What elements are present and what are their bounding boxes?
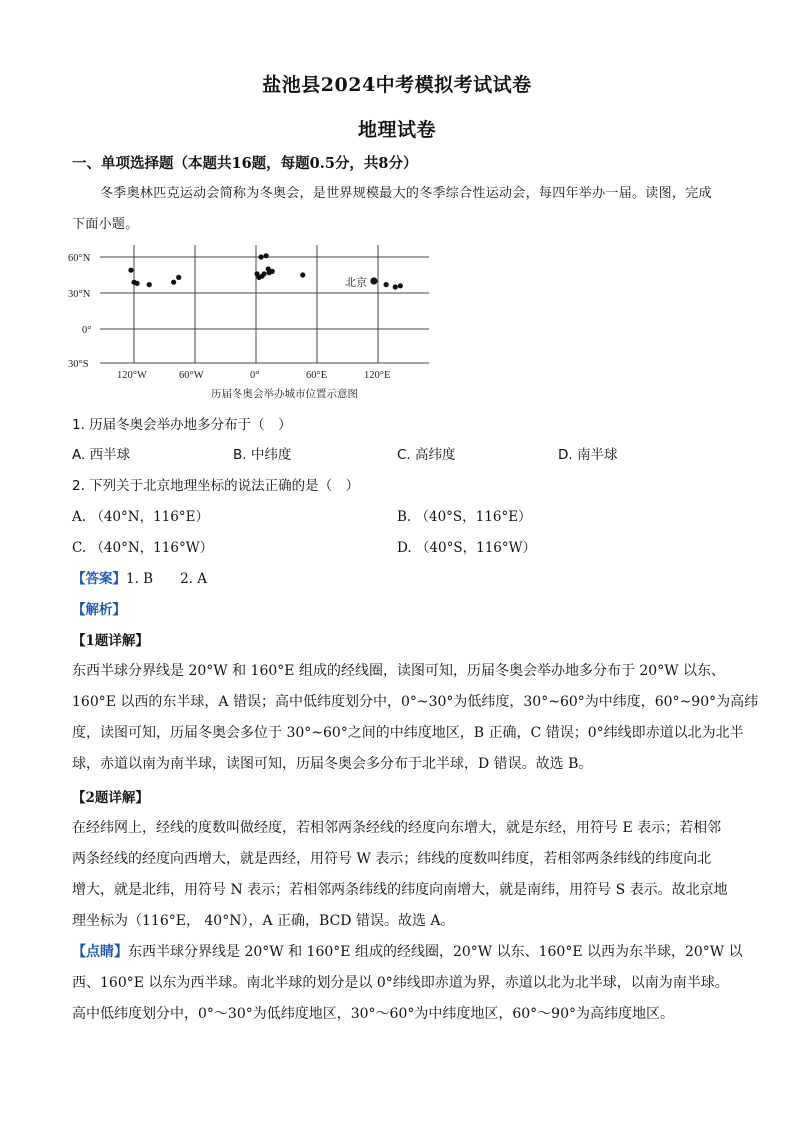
host-city-point: [300, 272, 305, 277]
host-city-point: [128, 268, 133, 273]
exam-subtitle: 地理试卷: [357, 119, 436, 141]
q2-option-c: C. （40°N，116°W）: [72, 540, 214, 556]
answer-tag: 【答案】: [72, 571, 126, 587]
detail2-line: 在经纬网上，经线的度数叫做经度，若相邻两条经线的经度向东增大，就是东经，用符号 E 表示；若相邻: [72, 820, 722, 836]
note-tag: 【点睛】: [72, 944, 128, 960]
q2-option-b: B. （40°S，116°E）: [397, 509, 532, 525]
detail1-tag: 【1题详解】: [72, 633, 149, 649]
detail1-line: 160°E 以西的东半球，A 错误；高中低纬度划分中，0°~30°为低纬度，30°~60°为中纬度，60°~90°为高纬: [72, 694, 759, 710]
map-caption: 历届冬奥会举办城市位置示意图: [211, 389, 358, 400]
lon-label-60w: 60°W: [179, 370, 204, 381]
exam-title: 盐池县2024中考模拟考试试卷: [262, 74, 532, 96]
note-line: [72, 941, 743, 961]
detail2-line: 增大，就是北纬，用符号 N 表示；若相邻两条纬线的纬度向南增大，就是南纬，用符号 S 表示。故北京地: [72, 882, 728, 898]
beijing-label: 北京: [345, 277, 367, 289]
map-grid: [100, 245, 429, 363]
note-line: 高中低纬度划分中，0°～30°为低纬度地区，30°～60°为中纬度地区，60°～90°为高纬度地区。: [72, 1006, 674, 1022]
intro-paragraph: 冬季奥林匹克运动会简称为冬奥会，是世界规模最大的冬季综合性运动会，每四年举办一届。读图，完成下面小题。: [72, 186, 712, 232]
host-city-point: [270, 269, 275, 274]
answer-text: 1. B 2. A: [126, 571, 208, 587]
q2-stem: 2. 下列关于北京地理坐标的说法正确的是（ ）: [72, 478, 360, 494]
q2-option-a: A. （40°N，116°E）: [72, 509, 209, 525]
q1-stem: 1. 历届冬奥会举办地多分布于（ ）: [72, 417, 292, 433]
detail2-tag: 【2题详解】: [72, 790, 149, 806]
answer-line: [72, 567, 207, 587]
lat-label-60n: 60°N: [68, 253, 91, 264]
host-city-point: [398, 283, 403, 288]
lon-label-0: 0°: [250, 370, 260, 381]
lon-label-120e: 120°E: [364, 370, 391, 381]
host-city-point: [264, 253, 269, 258]
note-text: 东西半球分界线是 20°W 和 160°E 组成的经线圈，20°W 以东、160°E 以西为东半球，20°W 以: [128, 944, 743, 960]
lat-label-0: 0°: [82, 325, 92, 336]
lat-label-30s: 30°S: [68, 359, 89, 370]
host-city-point: [393, 284, 398, 289]
host-city-point: [384, 282, 389, 287]
detail1-line: 球，赤道以南为南半球，读图可知，历届冬奥会多分布于北半球，D 错误。故选 B。: [72, 756, 593, 772]
q1-option-b: B. 中纬度: [233, 447, 292, 463]
lat-label-30n: 30°N: [68, 289, 91, 300]
analysis-tag: 【解析】: [72, 602, 126, 618]
beijing-point: [370, 277, 377, 284]
host-city-point: [147, 282, 152, 287]
q2-option-d: D. （40°S，116°W）: [397, 540, 536, 556]
olympic-host-map: [66, 240, 446, 405]
host-city-point: [176, 275, 181, 280]
host-city-point: [260, 274, 265, 279]
q1-option-a: A. 西半球: [72, 447, 131, 463]
lon-label-120w: 120°W: [117, 370, 147, 381]
detail2-line: 两条经线的经度向西增大，就是西经，用符号 W 表示；纬线的度数叫纬度，若相邻两条纬线的纬度向北: [72, 851, 712, 867]
host-city-point: [258, 254, 263, 259]
lon-label-60e: 60°E: [306, 370, 328, 381]
detail2-line: 理坐标为（116°E， 40°N），A 正确，BCD 错误。故选 A。: [72, 913, 455, 929]
detail1-line: 东西半球分界线是 20°W 和 160°E 组成的经线圈，读图可知，历届冬奥会举办地多分布于 20°W 以东、: [72, 663, 726, 679]
host-city-point: [171, 280, 176, 285]
section-heading: 一、单项选择题（本题共16题，每题0.5分，共8分）: [72, 155, 418, 172]
host-city-point: [134, 281, 139, 286]
detail1-line: 度，读图可知，历届冬奥会多位于 30°~60°之间的中纬度地区，B 正确，C 错误；0°纬线即赤道以北为北半: [72, 725, 744, 741]
note-line: 西、160°E 以东为西半球。南北半球的划分是以 0°纬线即赤道为界，赤道以北为北半球，以南为南半球。: [72, 975, 729, 991]
q1-option-d: D. 南半球: [558, 447, 618, 463]
q1-option-c: C. 高纬度: [397, 447, 456, 463]
